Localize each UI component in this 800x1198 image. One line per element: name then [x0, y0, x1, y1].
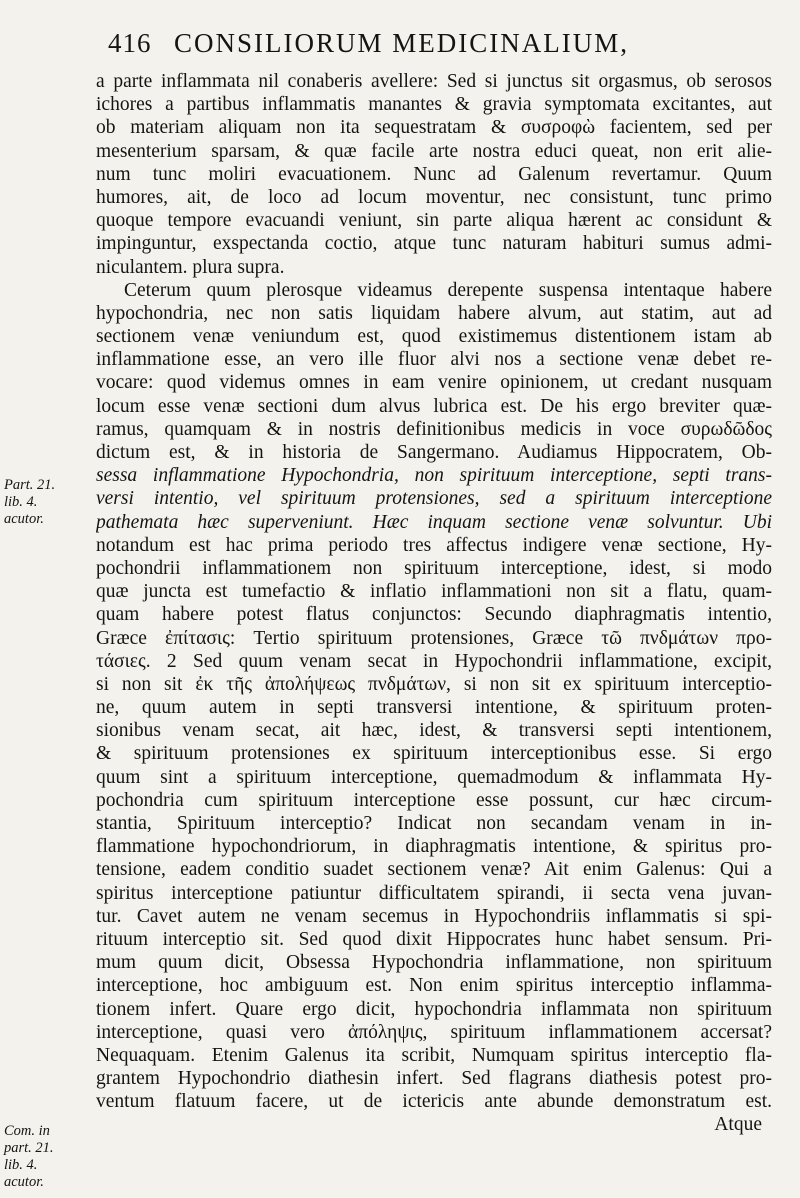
text-line: notandum est hac prima periodo tres affectus indigere venæ sectione, Hy-: [96, 534, 772, 556]
page-header: [108, 28, 768, 68]
text-line: versi intentio, vel spirituum protensiones, sed a spirituum interceptione: [96, 488, 772, 510]
text-line: grantem Hypochondrio diathesin infert. Sed flagrans diathesis potest pro-: [96, 1068, 772, 1090]
text-line: locum esse venæ sectioni dum alvus lubrica est. De his ergo breviter quæ-: [96, 395, 772, 417]
margin-note-line: lib. 4.: [4, 1157, 38, 1173]
text-line: & spirituum protensiones ex spirituum interceptionibus esse. Si ergo: [96, 743, 772, 765]
margin-note-line: lib. 4.: [4, 494, 38, 510]
text-line: tensione, eadem conditio suadet sectionem venæ? Ait enim Galenus: Qui a: [96, 859, 772, 881]
text-line: pochondrii inflammationem non spirituum interceptione, idest, si modo: [96, 557, 772, 579]
text-line: stantia, Spirituum interceptio? Indicat non secandam venam in in-: [96, 813, 772, 834]
text-line: tur. Cavet autem ne venam secemus in Hypochondriis inflammatis si spi-: [96, 905, 772, 927]
margin-note-line: part. 21.: [4, 1140, 54, 1156]
text-line: ventum flatuum facere, ut de ictericis ante abunde demonstratum est.: [96, 1091, 772, 1113]
text-line: vocare: quod videmus omnes in eam venire opinionem, ut credant nusquam: [96, 372, 772, 394]
margin-note-line: acutor.: [4, 1174, 44, 1190]
text-line: niculantem. plura supra.: [96, 256, 285, 278]
text-line: interceptione, hoc ambiguum est. Non enim spiritus interceptio inflamma-: [96, 975, 772, 997]
text-line: τάσιες. 2 Sed quum venam secat in Hypochondrii inflammatione, excipit,: [96, 650, 772, 672]
text-line: hypochondria, nec non satis liquidam habere alvum, aut statim, aut ad: [96, 302, 772, 324]
text-line: quum sint a spirituum interceptione, quemadmodum & inflammata Hy-: [96, 766, 772, 788]
running-title: CONSILIORUM MEDICINALIUM,: [174, 28, 629, 58]
text-line: sionibus venam secat, ait hæc, idest, & transversi septi intentionem,: [96, 720, 772, 742]
text-line: humores, ait, de loco ad locum moventur, nec consistunt, tunc primo: [96, 186, 772, 208]
text-line: rituum interceptio sit. Sed quod dixit Hippocrates hunc habet sensum. Pri-: [96, 928, 772, 950]
text-line: Ceterum quum plerosque videamus derepente suspensa intentaque habere: [124, 279, 772, 301]
text-line: dictum est, & in historia de Sangermano. Audiamus Hippocratem, Ob-: [96, 442, 772, 463]
text-line: si non sit ἐκ τῆς ἀπολήψεως πνδμάτων, si non sit ex spirituum interceptio-: [96, 673, 772, 695]
text-line: flammatione hypochondriorum, in diaphragmatis intentione, & spiritus pro-: [96, 836, 772, 858]
text-line: spiritus interceptione patiuntur difficultatem spirandi, ii secta vena juvan-: [96, 882, 772, 904]
text-line: mum quum dicit, Obsessa Hypochondria inflammatione, non spirituum: [96, 952, 772, 974]
text-line: pochondria cum spirituum interceptione esse possunt, cur hæc circum-: [96, 789, 772, 811]
text-line: ne, quum autem in septi transversi intentione, & spirituum proten-: [96, 697, 772, 719]
text-line: mesenterium sparsam, & quæ facile arte nostra educi queat, non erit alie-: [96, 140, 772, 162]
margin-note-line: acutor.: [4, 511, 44, 527]
text-line: Nequaquam. Etenim Galenus ita scribit, Numquam spiritus interceptio fla-: [96, 1044, 772, 1066]
text-line: interceptione, quasi vero ἀπόληψις, spirituum inflammationem accersat?: [96, 1021, 772, 1043]
text-line: Græce ἐπίτασις: Tertio spirituum protensiones, Græce τῶ πνδμάτων προ-: [96, 627, 772, 649]
text-line: ichores a partibus inflammatis manantes & gravia symptomata excitantes, aut: [96, 94, 772, 116]
text-line: a parte inflammata nil conaberis avellere: Sed si junctus sit orgasmus, ob serosos: [96, 71, 772, 92]
text-line: ob materiam aliquam non ita sequestratam & συσροφὼ facientem, sed per: [96, 117, 772, 139]
main-text: [96, 70, 772, 1137]
margin-note-1: [4, 477, 96, 528]
text-line: quoque tempore evacuandi veniunt, sin parte aliqua hærent ac considunt &: [96, 210, 772, 232]
margin-note-line: Com. in: [4, 1123, 50, 1139]
catchword: Atque: [714, 1114, 762, 1136]
page-number: 416: [108, 28, 152, 58]
text-line: tionem infert. Quare ergo dicit, hypochondria inflammata non spirituum: [96, 998, 772, 1020]
margin-note-2: [4, 1123, 96, 1191]
margin-note-line: Part. 21.: [4, 477, 56, 493]
text-line: sectionem venæ veniundum est, quod existimemus distentionem istam ab: [96, 326, 772, 348]
text-line: pathemata hæc superveniunt. Hæc inquam sectione venæ solvuntur. Ubi: [96, 511, 772, 533]
text-line: ramus, quamquam & in nostris definitionibus medicis in voce συρωδῶδος: [96, 418, 772, 440]
text-line: quæ juncta est tumefactio & inflatio inflammationi non sit a flatu, quam-: [96, 581, 772, 603]
text-line: inflammatione esse, an vero ille fluor alvi nos a sectione venæ debet re-: [96, 349, 772, 371]
text-line: quam habere potest flatus conjunctos: Secundo diaphragmatis intentio,: [96, 604, 772, 626]
text-line: num tunc moliri evacuationem. Nunc ad Galenum revertamur. Quum: [96, 163, 772, 185]
text-line: sessa inflammatione Hypochondria, non spirituum interceptione, septi trans-: [96, 465, 772, 487]
text-line: impinguntur, exspectanda coctio, atque tunc naturam habituri sumus admi-: [96, 233, 772, 255]
